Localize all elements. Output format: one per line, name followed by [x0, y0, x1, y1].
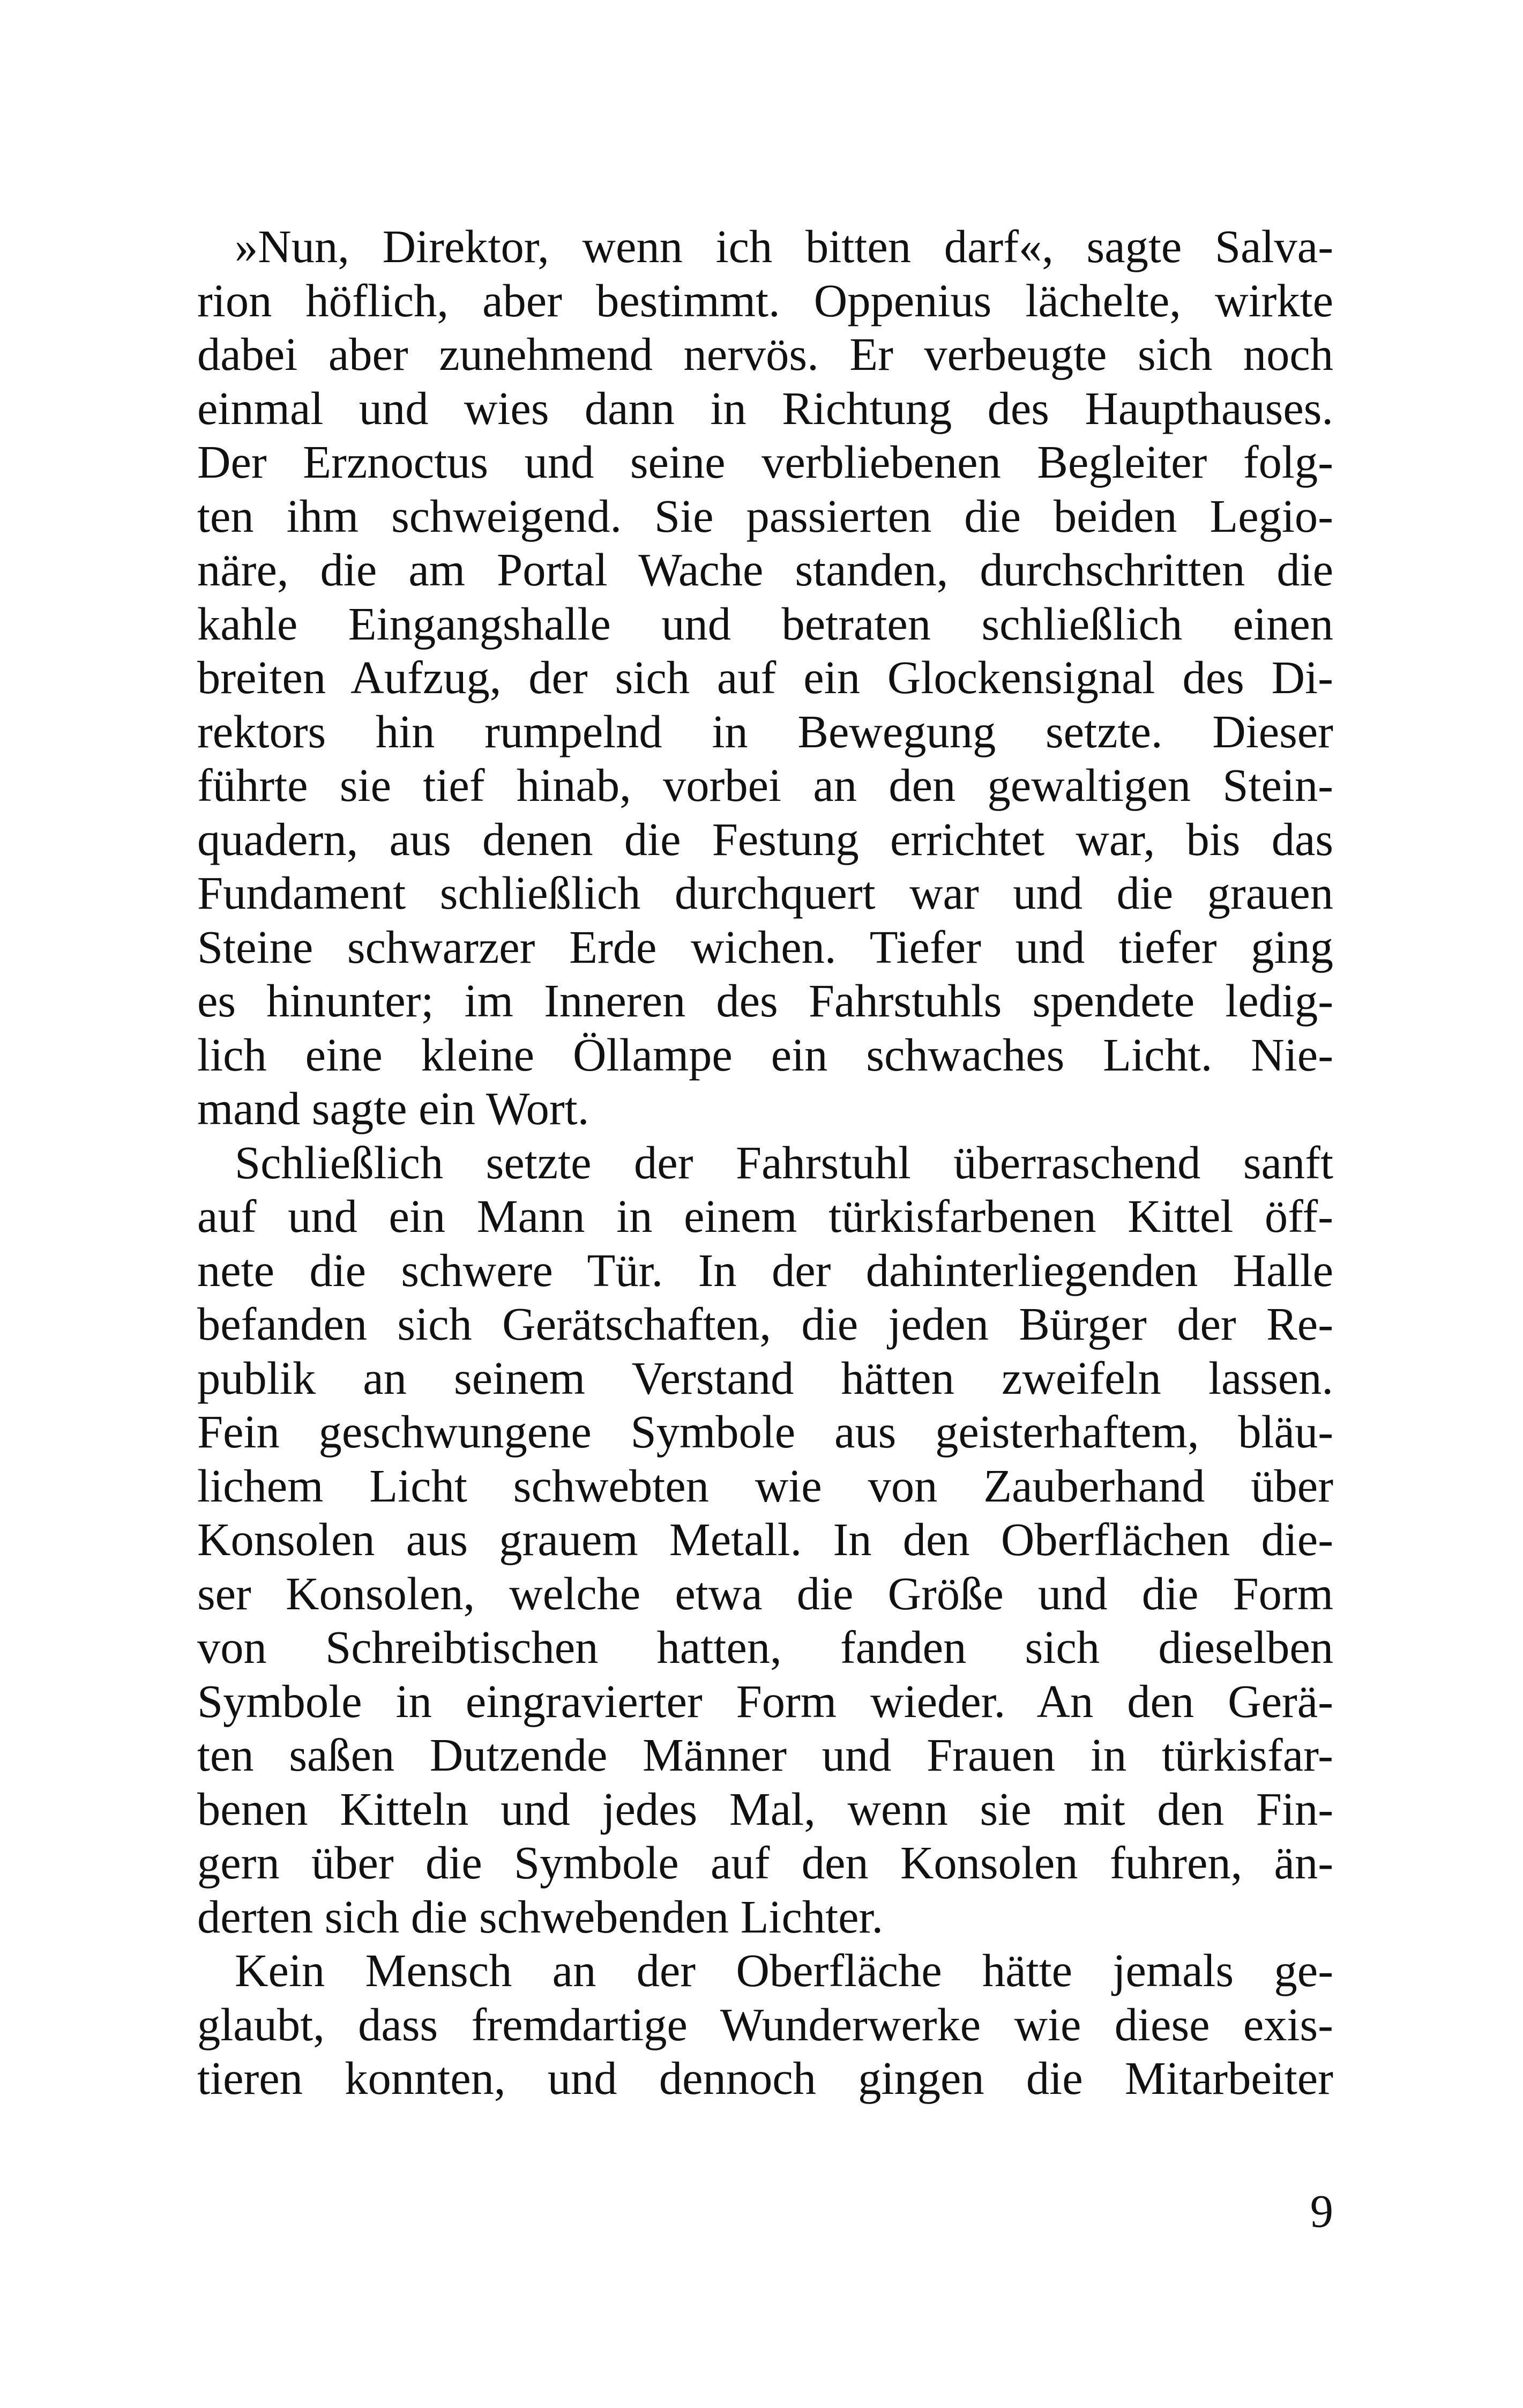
- text-line: derten sich die schwebenden Lichter.: [197, 1891, 884, 1943]
- paragraph: [197, 1136, 1333, 1944]
- text-line: rion höflich, aber bestimmt. Oppenius lächelte, wirkte: [197, 274, 1333, 326]
- text-line: ser Konsolen, welche etwa die Größe und die Form: [197, 1567, 1333, 1619]
- text-line: befanden sich Gerätschaften, die jeden Bürger der Re-: [197, 1298, 1333, 1350]
- text-line: Fundament schließlich durchquert war und die grauen: [197, 867, 1333, 919]
- text-line: glaubt, dass fremdartige Wunderwerke wie diese exis-: [197, 1998, 1333, 2050]
- text-line: Konsolen aus grauem Metall. In den Oberflächen die-: [197, 1514, 1333, 1565]
- text-line: publik an seinem Verstand hätten zweifeln lassen.: [197, 1352, 1333, 1404]
- text-line: dabei aber zunehmend nervös. Er verbeugte sich noch: [197, 329, 1333, 380]
- paragraph: [197, 1944, 1333, 2106]
- text-line: lich eine kleine Öllampe ein schwaches Licht. Nie-: [197, 1029, 1333, 1081]
- text-line: ten ihm schweigend. Sie passierten die beiden Legio-: [197, 490, 1333, 542]
- page-number: 9: [1310, 2186, 1333, 2237]
- text-line: Fein geschwungene Symbole aus geisterhaftem, bläu-: [197, 1406, 1333, 1458]
- text-line: mand sagte ein Wort.: [197, 1083, 589, 1134]
- text-line: breiten Aufzug, der sich auf ein Glockensignal des Di-: [197, 652, 1333, 703]
- text-line: näre, die am Portal Wache standen, durchschritten die: [197, 544, 1333, 596]
- text-line: benen Kitteln und jedes Mal, wenn sie mit den Fin-: [197, 1783, 1333, 1835]
- text-line: Der Erznoctus und seine verbliebenen Begleiter folg-: [197, 436, 1333, 488]
- text-line: rektors hin rumpelnd in Bewegung setzte. Dieser: [197, 705, 1333, 757]
- text-line: tieren konnten, und dennoch gingen die Mitarbeiter: [197, 2053, 1333, 2104]
- body-text: [197, 220, 1333, 2106]
- text-line: Kein Mensch an der Oberfläche hätte jemals ge-: [235, 1945, 1333, 1996]
- text-line: es hinunter; im Inneren des Fahrstuhls spendete ledig-: [197, 975, 1333, 1027]
- paragraph: [197, 220, 1333, 1136]
- text-line: »Nun, Direktor, wenn ich bitten darf«, sagte Salva-: [235, 221, 1333, 272]
- text-line: nete die schwere Tür. In der dahinterliegenden Halle: [197, 1244, 1333, 1296]
- text-line: Steine schwarzer Erde wichen. Tiefer und tiefer ging: [197, 921, 1333, 973]
- text-line: gern über die Symbole auf den Konsolen fuhren, än-: [197, 1837, 1333, 1889]
- text-line: kahle Eingangshalle und betraten schließlich einen: [197, 598, 1333, 650]
- text-line: einmal und wies dann in Richtung des Haupthauses.: [197, 382, 1333, 434]
- text-line: ten saßen Dutzende Männer und Frauen in türkisfar-: [197, 1729, 1333, 1781]
- text-line: führte sie tief hinab, vorbei an den gewaltigen Stein-: [197, 760, 1333, 811]
- text-line: von Schreibtischen hatten, fanden sich dieselben: [197, 1622, 1333, 1673]
- text-line: auf und ein Mann in einem türkisfarbenen Kittel öff-: [197, 1191, 1333, 1242]
- text-line: Schließlich setzte der Fahrstuhl überraschend sanft: [235, 1136, 1333, 1188]
- text-line: Symbole in eingravierter Form wieder. An den Gerä-: [197, 1675, 1333, 1727]
- text-line: quadern, aus denen die Festung errichtet war, bis das: [197, 813, 1333, 865]
- text-line: lichem Licht schwebten wie von Zauberhand über: [197, 1460, 1333, 1512]
